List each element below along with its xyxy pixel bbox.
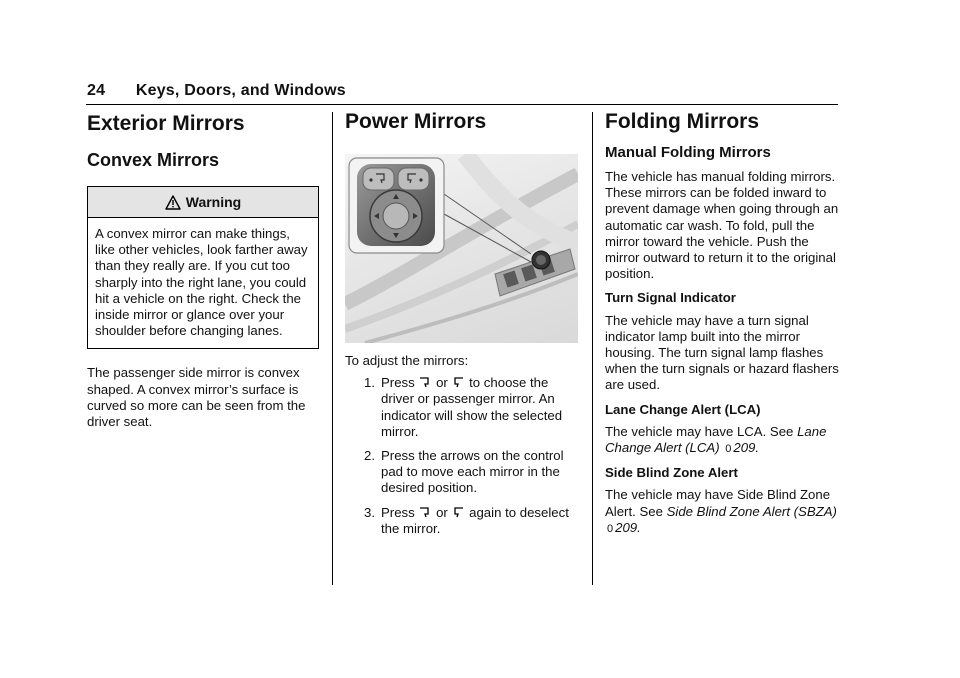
lca-link[interactable]: Lane Change Alert (LCA) [605, 423, 827, 456]
warning-label: Warning [185, 194, 242, 210]
sbza-page-ref[interactable]: 209. [615, 519, 641, 535]
adjust-steps [345, 375, 580, 537]
lca-text: The vehicle may have LCA. See Lane Change Alert (LCA) 0 209. [605, 423, 827, 456]
page-ref-icon: 0 [607, 522, 614, 535]
warning-header [88, 187, 318, 218]
section-title: Keys, Doors, and Windows [135, 82, 346, 99]
column-divider-2 [592, 112, 593, 585]
left-mirror-icon [419, 376, 431, 389]
door-panel-illustration [345, 154, 578, 343]
column-power-mirrors [345, 108, 580, 545]
column-divider-1 [332, 112, 333, 585]
convex-mirror-body: The passenger side mirror is convex shaped. A convex mirror’s surface is curved so more can be seen from the driver seat. [87, 365, 306, 430]
list-item: 1. Press or to choose the driver or passenger mirror. An indicator will show the selected mirror. [364, 375, 563, 439]
column-exterior-mirrors [87, 108, 319, 430]
warning-box [87, 186, 319, 349]
page-ref-icon: 0 [725, 443, 732, 456]
manual-folding-text: The vehicle has manual folding mirrors. These mirrors can be folded inward to prevent damage when going through an automatic car wash. To fold, pull the mirror toward the vehicle. Push the mirror outward to return it to the original position. [605, 169, 839, 282]
right-mirror-icon [452, 506, 464, 519]
warning-triangle-icon [165, 195, 181, 210]
right-mirror-icon [452, 376, 464, 389]
adjust-intro: To adjust the mirrors: [345, 353, 469, 368]
heading-turn-signal: Turn Signal Indicator [605, 290, 736, 306]
mirror-control-illustration [345, 154, 578, 343]
list-item: 2. Press the arrows on the control pad to move each mirror in the desired position. [364, 448, 564, 496]
column-folding-mirrors [605, 108, 841, 537]
heading-folding-mirrors: Folding Mirrors [605, 110, 759, 133]
heading-manual-folding: Manual Folding Mirrors [605, 144, 771, 161]
warning-text: A convex mirror can make things, like other vehicles, look farther away than they really are. If you cut too sharply into the right lane, you could hit a vehicle on the right. Check the inside mirror or glance over your shoulder before changing lanes. [95, 226, 308, 339]
turn-signal-text: The vehicle may have a turn signal indicator lamp built into the mirror housing. The turn signal lamp flashes when the turn signals or hazard flashers are used. [605, 312, 839, 393]
page-header [87, 82, 346, 100]
heading-sbza: Side Blind Zone Alert [605, 465, 738, 481]
sbza-link[interactable]: Side Blind Zone Alert (SBZA) [666, 503, 837, 519]
heading-exterior-mirrors: Exterior Mirrors [87, 112, 245, 135]
heading-lca: Lane Change Alert (LCA) [605, 401, 761, 417]
sbza-text: The vehicle may have Side Blind Zone Alert. See Side Blind Zone Alert (SBZA) 0 209. [605, 487, 837, 535]
left-mirror-icon [419, 506, 431, 519]
list-item: 3. Press or again to deselect the mirror. [364, 504, 569, 536]
heading-convex-mirrors: Convex Mirrors [87, 150, 220, 170]
header-rule [86, 104, 838, 105]
page-number: 24 [87, 82, 106, 99]
lca-page-ref[interactable]: 209. [733, 440, 760, 456]
heading-power-mirrors: Power Mirrors [345, 110, 487, 133]
